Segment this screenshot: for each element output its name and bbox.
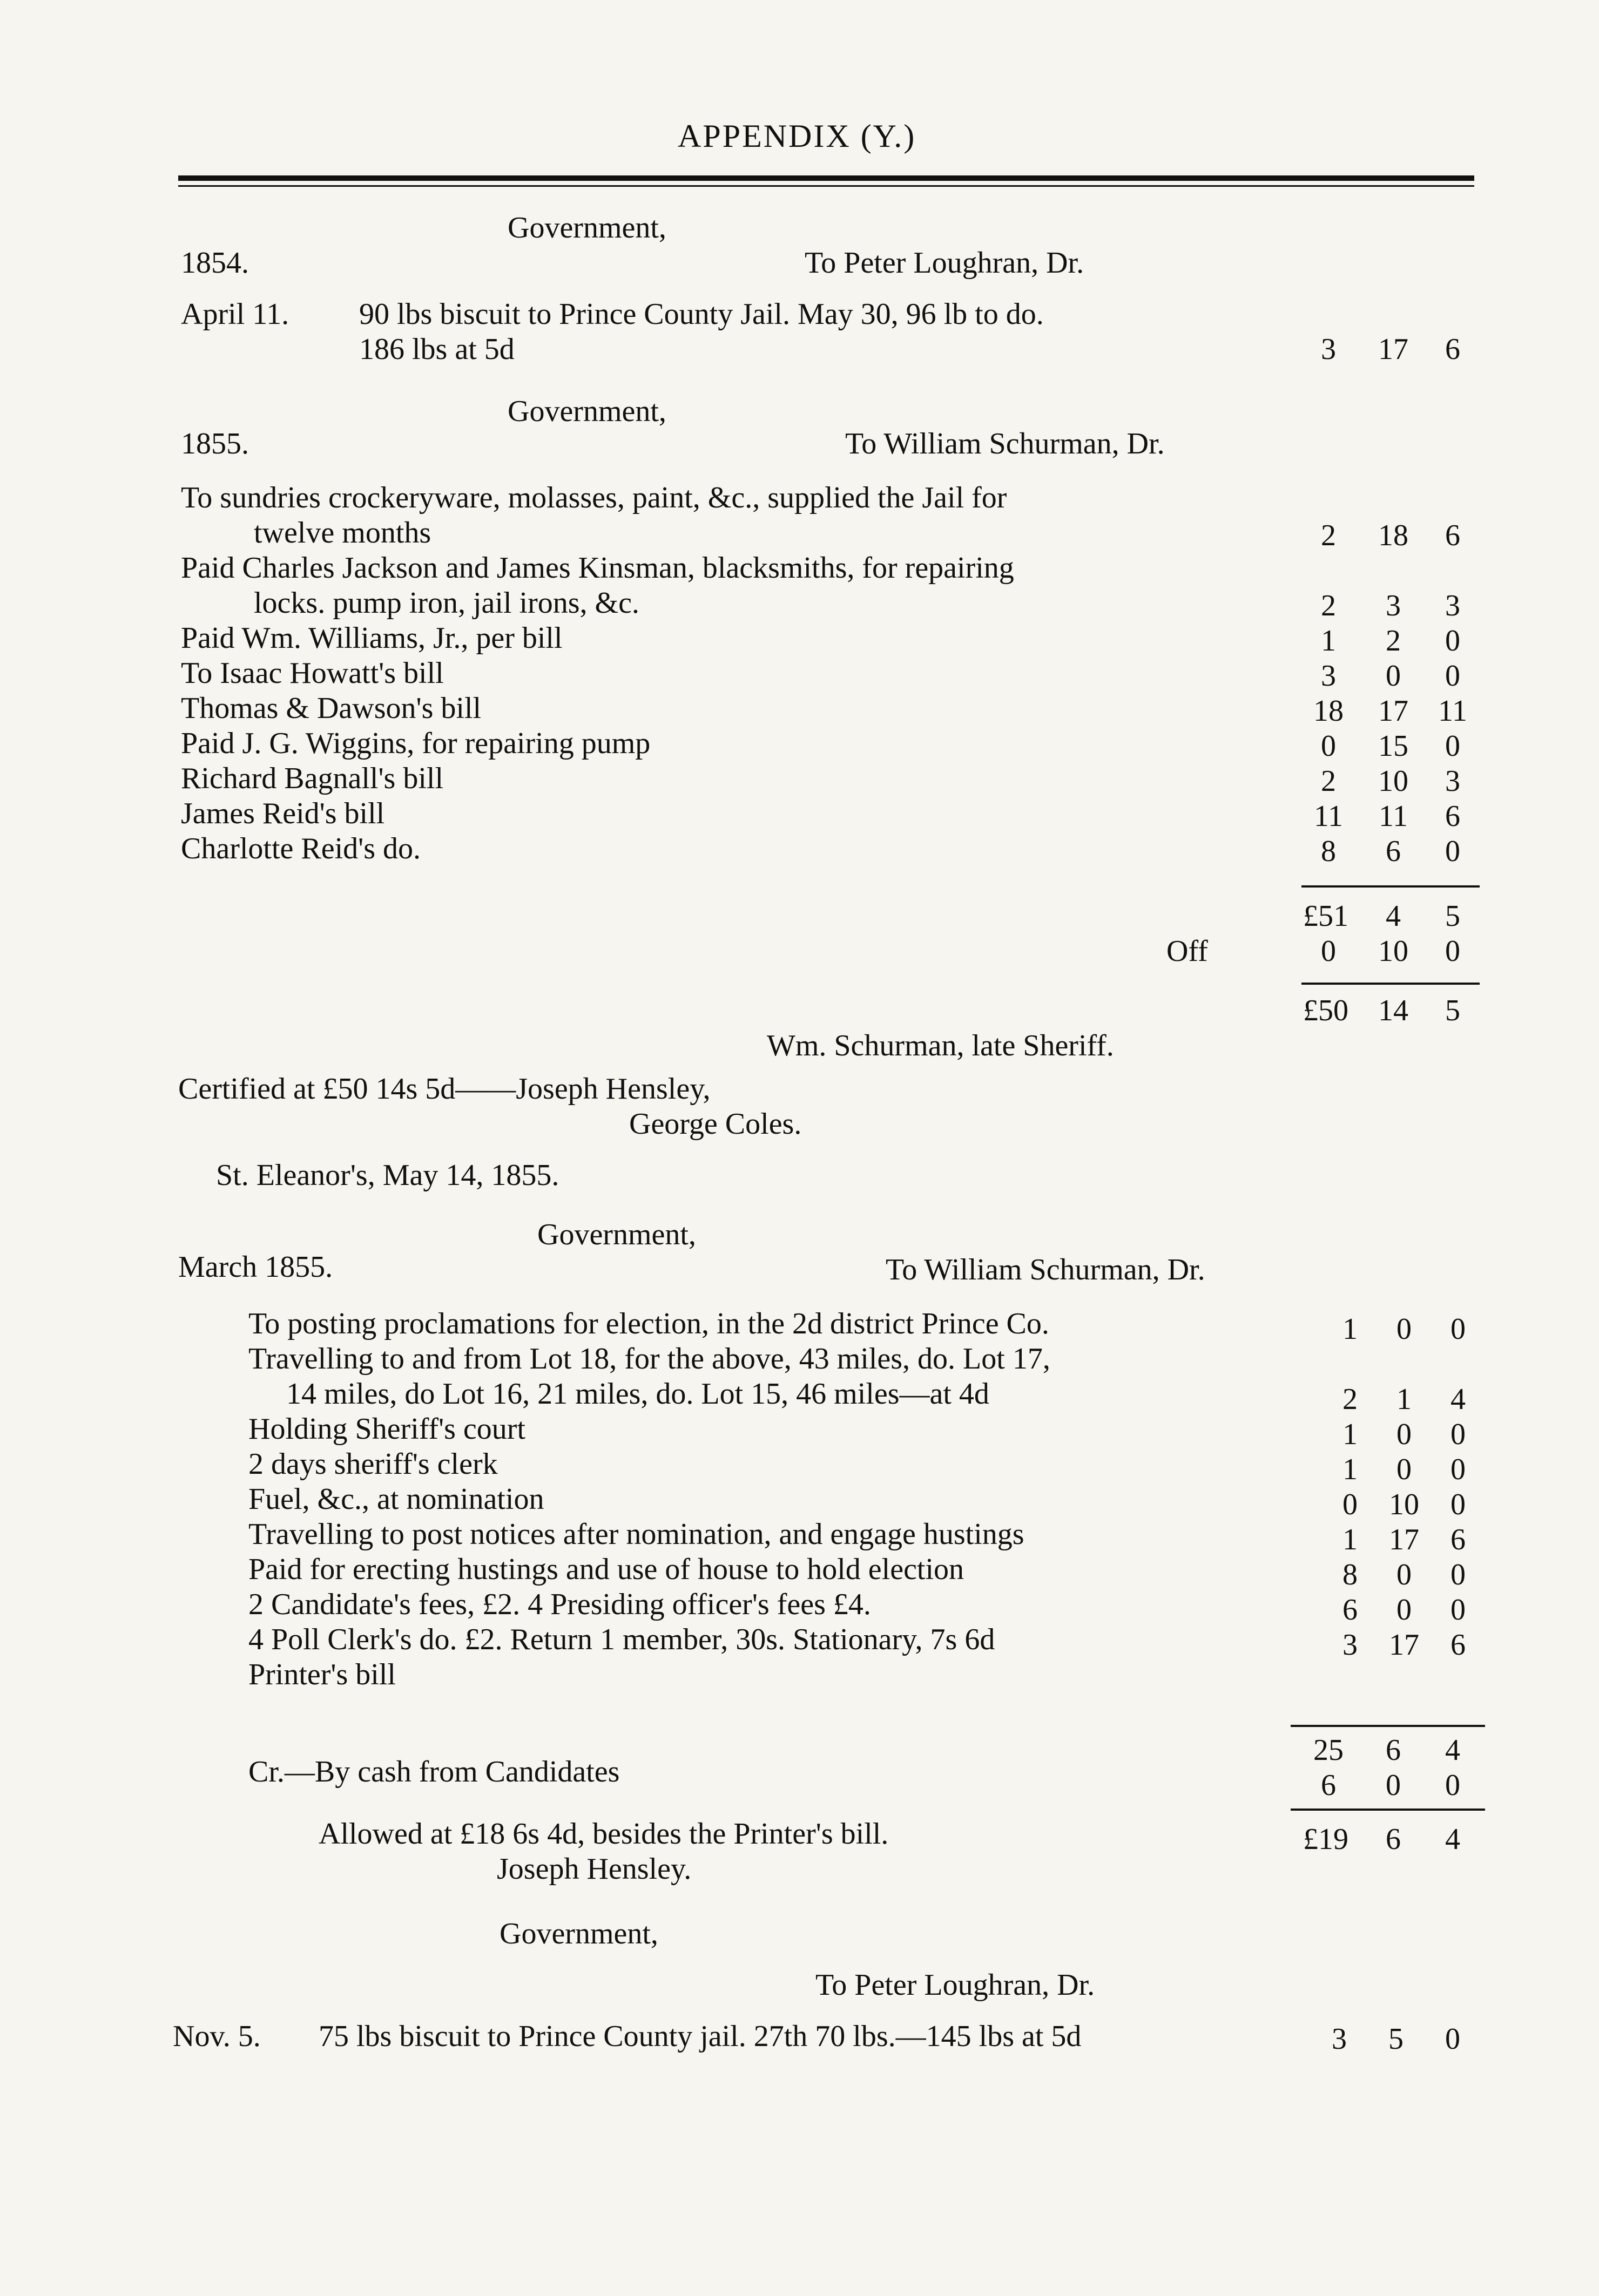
amount-pounds: 0 <box>1321 729 1336 763</box>
creditor-line: To Peter Loughran, Dr. <box>815 1968 1095 2002</box>
amount-pounds: 3 <box>1321 659 1336 693</box>
amount-shillings: 17 <box>1389 1628 1419 1662</box>
amount-pounds: 3 <box>1342 1628 1358 1662</box>
amount-pence: 0 <box>1450 1418 1466 1451</box>
amount-shillings: 10 <box>1378 764 1408 798</box>
total-shillings: 6 <box>1386 1823 1401 1856</box>
amount-pence: 6 <box>1445 333 1460 366</box>
item-text: Paid for erecting hustings and use of house to hold election <box>248 1553 964 1586</box>
item-text: To sundries crockeryware, molasses, paint, &c., supplied the Jail for <box>181 481 1007 514</box>
credit-shillings: 0 <box>1386 1769 1401 1802</box>
entry-date: April 11. <box>181 297 289 331</box>
amount-shillings: 5 <box>1388 2022 1404 2056</box>
entry-date: Nov. 5. <box>173 2020 261 2053</box>
subtotal-pence: 4 <box>1445 1733 1460 1767</box>
sum-rule <box>1291 1809 1485 1811</box>
amount-pounds: 2 <box>1321 519 1336 552</box>
amount-pence: 0 <box>1450 1593 1466 1627</box>
amount-pence: 6 <box>1450 1523 1466 1556</box>
amount-pounds: 2 <box>1321 764 1336 798</box>
subtotal-shillings: 6 <box>1386 1733 1401 1767</box>
off-label: Off <box>1166 934 1208 968</box>
item-text: 2 Candidate's fees, £2. 4 Presiding officer's fees £4. <box>248 1588 871 1621</box>
amount-pounds: 6 <box>1342 1593 1358 1627</box>
item-text: Paid Wm. Williams, Jr., per bill <box>181 621 563 655</box>
amount-pence: 0 <box>1445 624 1460 658</box>
signer: Joseph Hensley. <box>497 1852 692 1886</box>
section-heading: Government, <box>537 1218 696 1251</box>
amount-shillings: 1 <box>1396 1383 1412 1416</box>
amount-pence: 0 <box>1450 1312 1466 1346</box>
item-text: Paid J. G. Wiggins, for repairing pump <box>181 727 651 760</box>
amount-pence: 3 <box>1445 589 1460 622</box>
amount-pounds: 8 <box>1342 1558 1358 1591</box>
credit-pence: 0 <box>1445 1769 1460 1802</box>
amount-pence: 11 <box>1438 694 1467 728</box>
sum-rule <box>1301 885 1480 888</box>
allowed-note: Allowed at £18 6s 4d, besides the Printer's bill. <box>319 1817 889 1851</box>
item-text: Holding Sheriff's court <box>248 1412 525 1446</box>
amount-shillings: 0 <box>1396 1418 1412 1451</box>
amount-shillings: 0 <box>1396 1312 1412 1346</box>
amount-pounds: 1 <box>1342 1418 1358 1451</box>
item-text: To Isaac Howatt's bill <box>181 656 444 690</box>
item-text: Travelling to and from Lot 18, for the above, 43 miles, do. Lot 17, <box>248 1342 1050 1376</box>
head-rule-thin <box>178 185 1474 187</box>
amount-pence: 0 <box>1445 835 1460 868</box>
amount-shillings: 2 <box>1386 624 1401 658</box>
off-pounds: 0 <box>1321 934 1336 968</box>
section-year: March 1855. <box>178 1250 333 1284</box>
certification: Certified at £50 14s 5d——Joseph Hensley, <box>178 1072 711 1106</box>
subtotal-pounds: 25 <box>1313 1733 1344 1767</box>
item-text: James Reid's bill <box>181 797 385 830</box>
amount-pounds: 0 <box>1342 1488 1358 1521</box>
credit-label: Cr.—By cash from Candidates <box>248 1755 620 1789</box>
amount-pence: 6 <box>1445 800 1460 833</box>
amount-shillings: 0 <box>1396 1558 1412 1591</box>
creditor-line: To Peter Loughran, Dr. <box>805 246 1084 280</box>
item-text: Travelling to post notices after nomination, and engage hustings <box>248 1518 1024 1551</box>
running-head: APPENDIX (Y.) <box>678 118 916 154</box>
item-text-cont: twelve months <box>254 516 431 550</box>
off-pence: 0 <box>1445 934 1460 968</box>
section-year: 1854. <box>181 246 249 280</box>
subtotal-pence: 5 <box>1445 899 1460 933</box>
total-pence: 4 <box>1445 1823 1460 1856</box>
amount-shillings: 18 <box>1378 519 1408 552</box>
item-text-cont: locks. pump iron, jail irons, &c. <box>254 586 639 620</box>
amount-pence: 0 <box>1450 1488 1466 1521</box>
amount-pounds: 11 <box>1314 800 1343 833</box>
signature: Wm. Schurman, late Sheriff. <box>767 1029 1114 1062</box>
creditor-line: To William Schurman, Dr. <box>845 427 1165 460</box>
item-text: Charlotte Reid's do. <box>181 832 421 865</box>
amount-pence: 0 <box>1450 1453 1466 1486</box>
amount-shillings: 10 <box>1389 1488 1419 1521</box>
item-text: To posting proclamations for election, in the 2d district Prince Co. <box>248 1307 1049 1340</box>
head-rule-thick <box>178 175 1474 181</box>
section-year: 1855. <box>181 427 249 460</box>
amount-pence: 0 <box>1445 659 1460 693</box>
amount-shillings: 17 <box>1378 333 1408 366</box>
amount-shillings: 11 <box>1379 800 1408 833</box>
total-shillings: 14 <box>1378 994 1408 1027</box>
amount-pounds: 2 <box>1342 1383 1358 1416</box>
total-pounds: £50 <box>1303 994 1348 1027</box>
creditor-line: To William Schurman, Dr. <box>886 1253 1205 1286</box>
subtotal-shillings: 4 <box>1386 899 1401 933</box>
subtotal-pounds: £51 <box>1303 899 1348 933</box>
item-text: Thomas & Dawson's bill <box>181 692 482 725</box>
amount-pence: 6 <box>1445 519 1460 552</box>
off-shillings: 10 <box>1378 934 1408 968</box>
amount-pounds: 18 <box>1313 694 1344 728</box>
amount-shillings: 6 <box>1386 835 1401 868</box>
amount-pounds: 3 <box>1321 333 1336 366</box>
amount-pence: 0 <box>1445 729 1460 763</box>
amount-pounds: 1 <box>1342 1453 1358 1486</box>
total-pounds: £19 <box>1303 1823 1348 1856</box>
cosigner: George Coles. <box>629 1107 802 1141</box>
section-heading: Government, <box>508 395 666 428</box>
amount-pounds: 1 <box>1321 624 1336 658</box>
item-text: Printer's bill <box>248 1658 396 1691</box>
place-date: St. Eleanor's, May 14, 1855. <box>216 1159 559 1192</box>
amount-shillings: 0 <box>1396 1593 1412 1627</box>
item-text: Fuel, &c., at nomination <box>248 1482 544 1516</box>
item-text: Richard Bagnall's bill <box>181 762 444 795</box>
total-pence: 5 <box>1445 994 1460 1027</box>
amount-pence: 4 <box>1450 1383 1466 1416</box>
entry-text-cont: 186 lbs at 5d <box>359 333 515 366</box>
credit-pounds: 6 <box>1321 1769 1336 1802</box>
amount-pounds: 1 <box>1342 1523 1358 1556</box>
amount-shillings: 0 <box>1396 1453 1412 1486</box>
amount-shillings: 0 <box>1386 659 1401 693</box>
item-text: 4 Poll Clerk's do. £2. Return 1 member, 30s. Stationary, 7s 6d <box>248 1623 995 1656</box>
amount-pounds: 1 <box>1342 1312 1358 1346</box>
amount-shillings: 3 <box>1386 589 1401 622</box>
sum-rule <box>1291 1725 1485 1727</box>
section-heading: Government, <box>508 211 666 245</box>
amount-pounds: 8 <box>1321 835 1336 868</box>
amount-shillings: 15 <box>1378 729 1408 763</box>
amount-shillings: 17 <box>1378 694 1408 728</box>
entry-text: 90 lbs biscuit to Prince County Jail. May 30, 96 lb to do. <box>359 297 1044 331</box>
amount-pounds: 3 <box>1332 2022 1347 2056</box>
item-text: 2 days sheriff's clerk <box>248 1447 498 1481</box>
amount-pence: 0 <box>1450 1558 1466 1591</box>
amount-pence: 3 <box>1445 764 1460 798</box>
amount-shillings: 17 <box>1389 1523 1419 1556</box>
amount-pence: 0 <box>1445 2022 1460 2056</box>
item-text: Paid Charles Jackson and James Kinsman, blacksmiths, for repairing <box>181 551 1014 585</box>
section-heading: Government, <box>500 1917 658 1950</box>
amount-pence: 6 <box>1450 1628 1466 1662</box>
sum-rule <box>1301 983 1480 985</box>
item-text-cont: 14 miles, do Lot 16, 21 miles, do. Lot 15, 46 miles—at 4d <box>286 1377 989 1411</box>
entry-text: 75 lbs biscuit to Prince County jail. 27th 70 lbs.—145 lbs at 5d <box>319 2020 1082 2053</box>
amount-pounds: 2 <box>1321 589 1336 622</box>
